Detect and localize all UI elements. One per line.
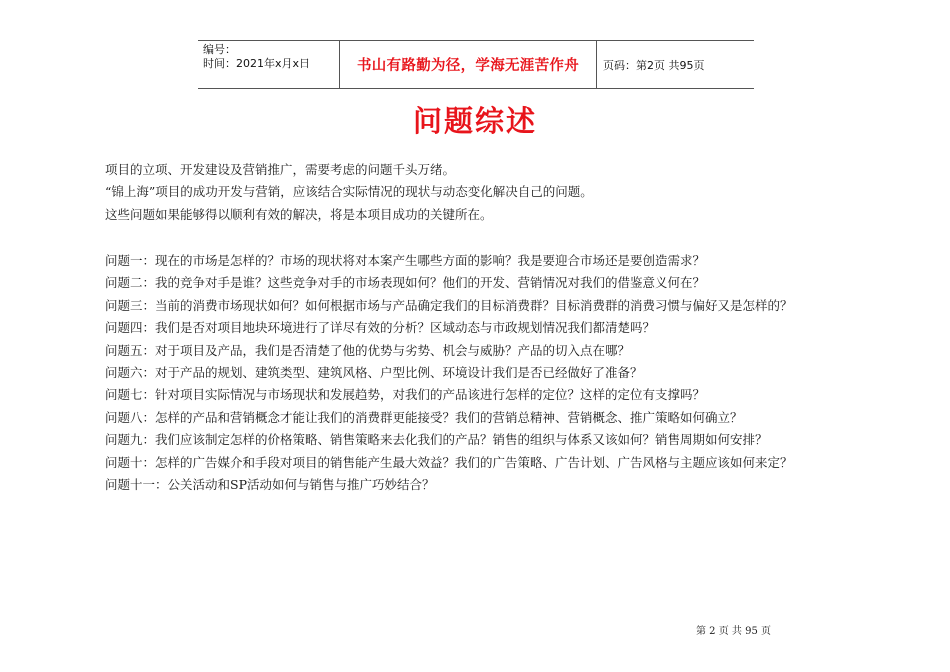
question-item: 问题五：对于项目及产品，我们是否清楚了他的优势与劣势、机会与威胁？产品的切入点在哪？ <box>105 342 631 358</box>
question-list <box>105 250 905 496</box>
document-time-label: 时间：2021年x月x日 <box>203 57 311 70</box>
header-motto: 书山有路勤为径，学海无涯苦作舟 <box>340 41 597 88</box>
question-item: 问题七：针对项目实际情况与市场现状和发展趋势，对我们的产品该进行怎样的定位？这样的定位有支撑吗？ <box>105 387 706 403</box>
question-item: 问题九：我们应该制定怎样的价格策略、销售策略来去化我们的产品？销售的组织与体系又该如何？销售周期如何安排？ <box>105 432 768 448</box>
question-item: 问题三：当前的消费市场现状如何？如何根据市场与产品确定我们的目标消费群？目标消费群的消费习惯与偏好又是怎样的？ <box>105 297 793 313</box>
page-title: 问题综述 <box>412 104 537 138</box>
question-item: 问题六：对于产品的规划、建筑类型、建筑风格、户型比例、环境设计我们是否已经做好了准备？ <box>105 365 643 381</box>
intro-paragraphs <box>105 159 885 226</box>
header-page-label: 页码：第2页 共95页 <box>603 58 705 72</box>
intro-line: “锦上海”项目的成功开发与营销，应该结合实际情况的现状与动态变化解决自己的问题。 <box>105 184 593 200</box>
question-item: 问题二：我的竞争对手是谁？这些竞争对手的市场表现如何？他们的开发、营销情况对我们的借鉴意义何在？ <box>105 275 706 291</box>
document-number-label: 编号： <box>203 43 236 56</box>
question-item: 问题十一：公关活动和SP活动如何与销售与推广巧妙结合？ <box>105 477 435 493</box>
page-footer: 第 2 页 共 95 页 <box>696 626 771 637</box>
intro-line: 项目的立项、开发建设及营销推广，需要考虑的问题千头万绪。 <box>105 162 456 177</box>
question-item: 问题十：怎样的广告媒介和手段对项目的销售能产生最大效益？我们的广告策略、广告计划、广告风格与主题应该如何来定？ <box>105 454 793 470</box>
header-table <box>198 40 754 89</box>
question-item: 问题一：现在的市场是怎样的？市场的现状将对本案产生哪些方面的影响？我是要迎合市场还是要创造需求？ <box>105 253 706 268</box>
question-item: 问题八：怎样的产品和营销概念才能让我们的消费群更能接受？我们的营销总精神、营销概念、推广策略如何确立？ <box>105 409 743 425</box>
intro-line: 这些问题如果能够得以顺利有效的解决，将是本项目成功的关键所在。 <box>105 206 493 222</box>
header-meta-cell <box>198 41 340 88</box>
question-item: 问题四：我们是否对项目地块环境进行了详尽有效的分析？区域动态与市政规划情况我们都清楚吗？ <box>105 320 656 336</box>
